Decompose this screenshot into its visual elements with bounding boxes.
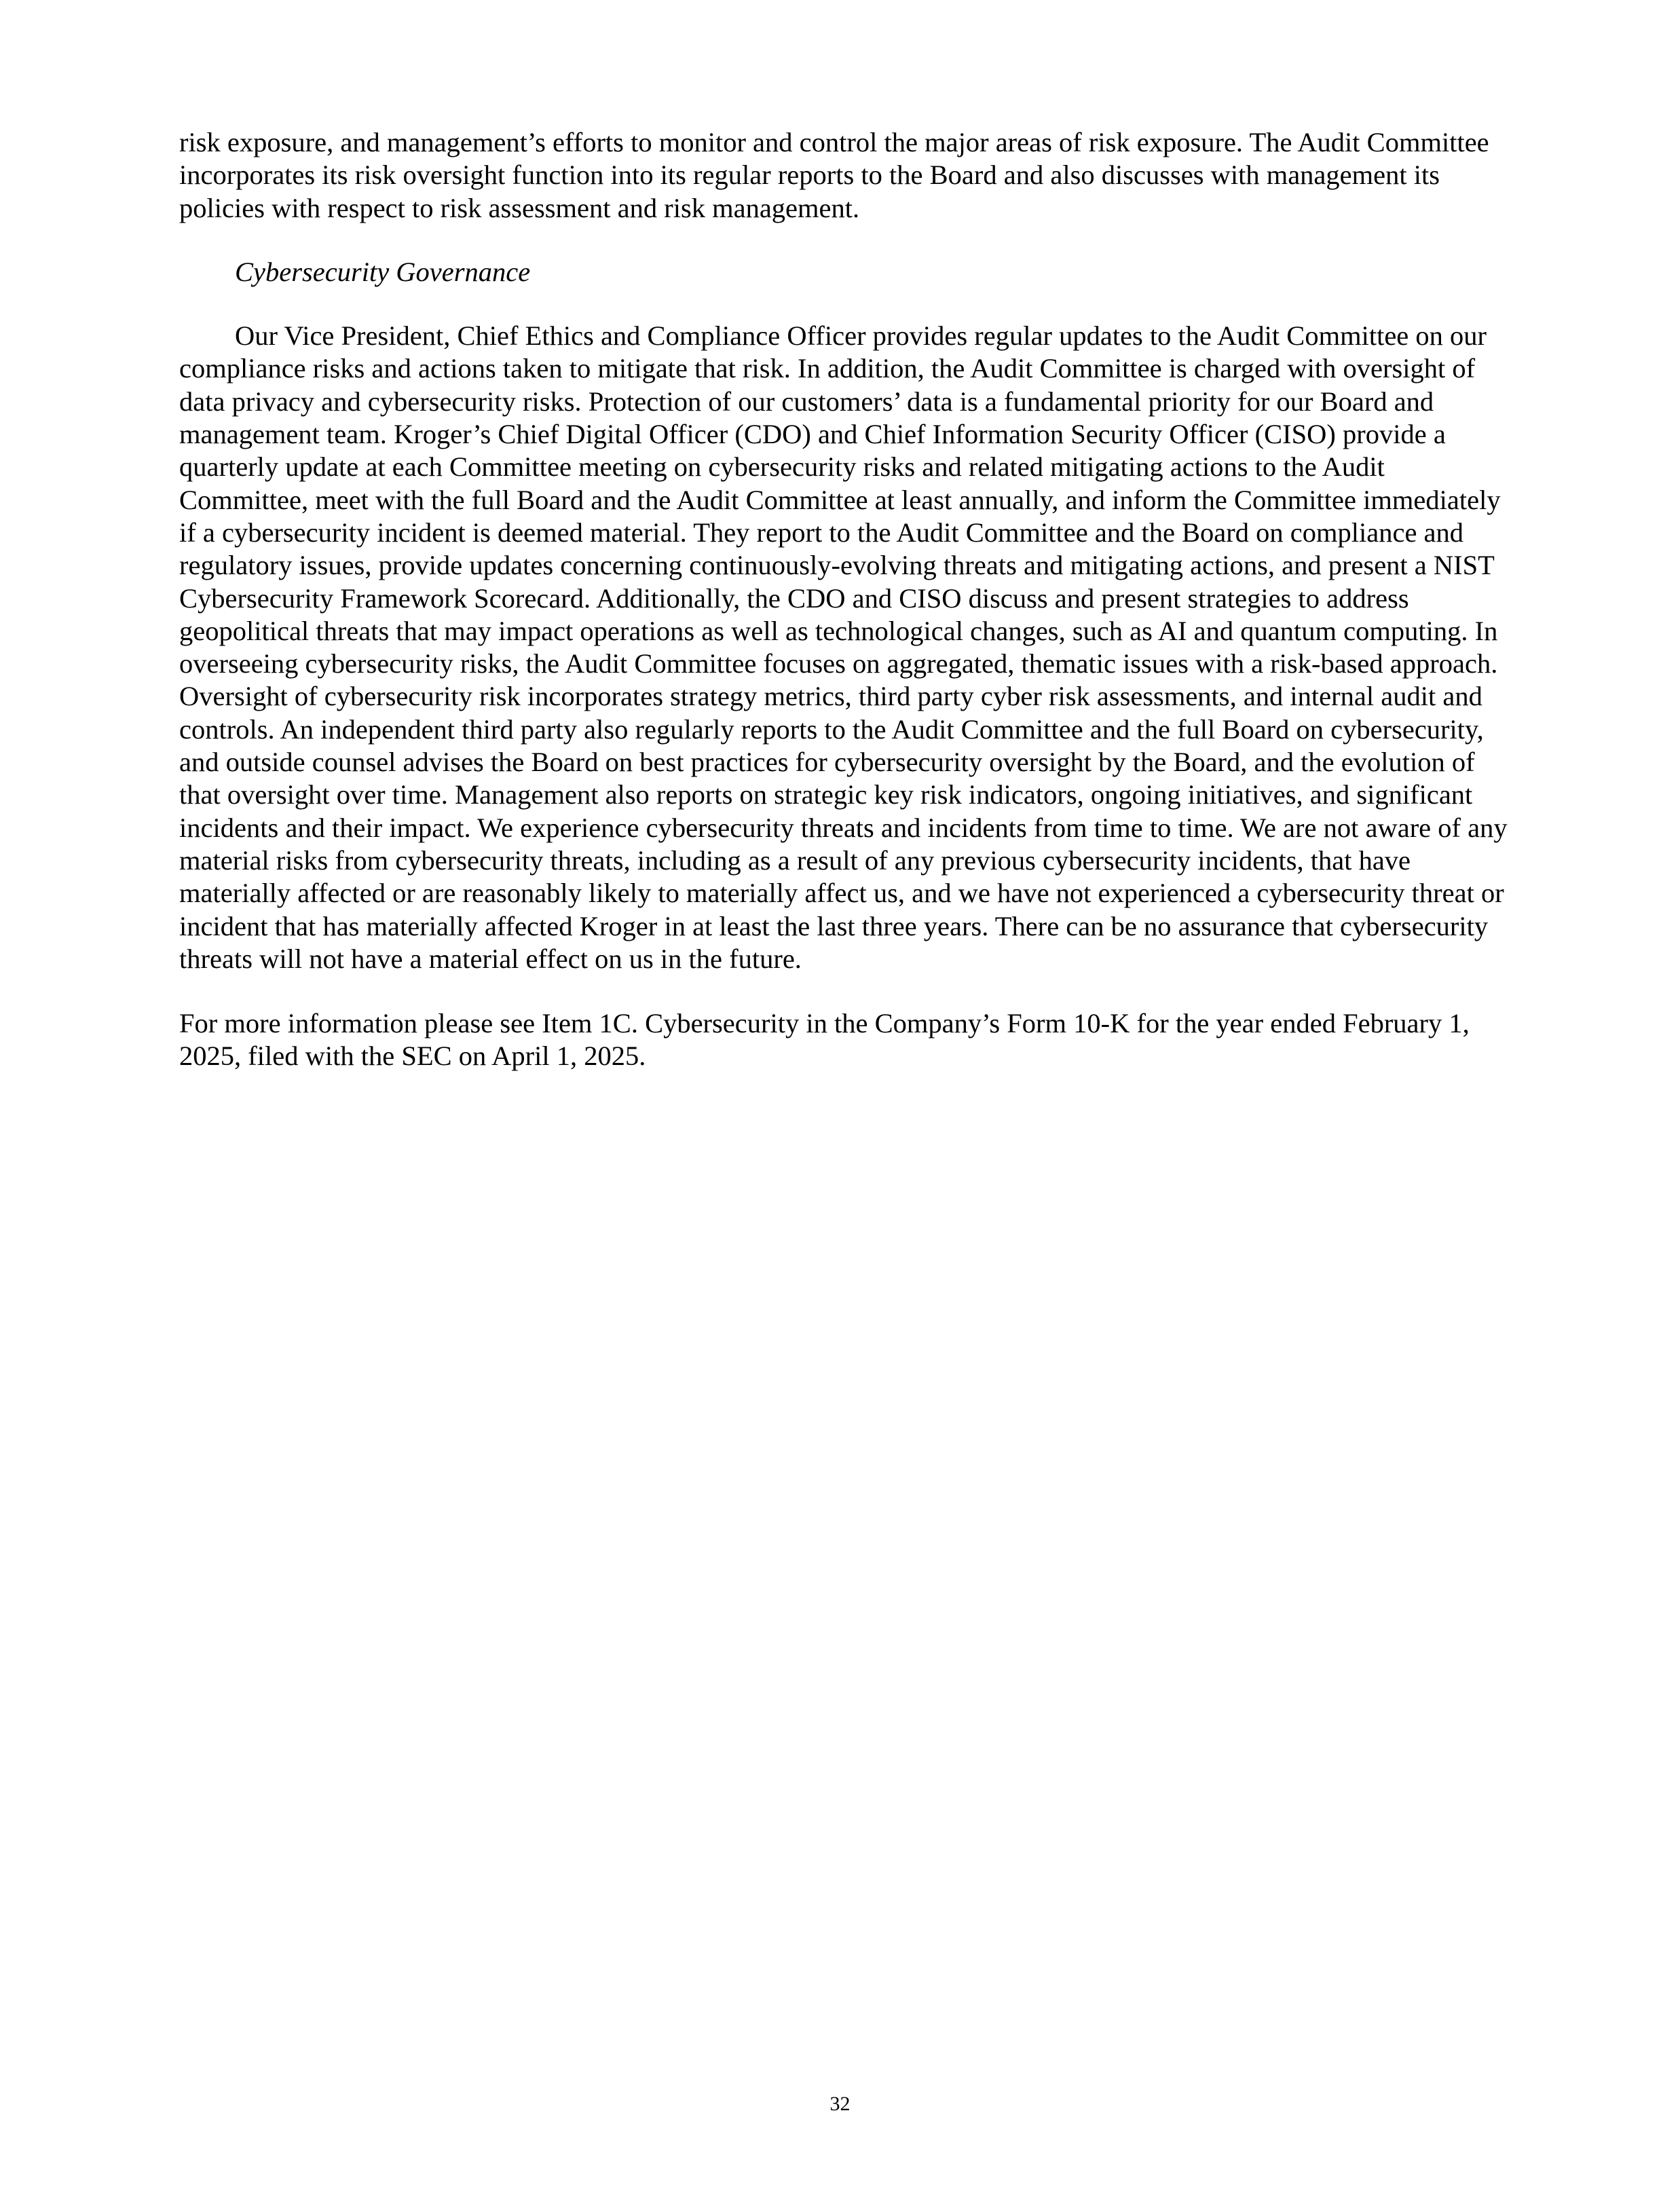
page-content — [179, 126, 1510, 1073]
section-subheading: Cybersecurity Governance — [235, 256, 531, 287]
closing-paragraph: For more information please see Item 1C. Cybersecurity in the Company’s Form 10-K for the year ended February 1, 2025, filed with the SEC on April 1, 2025. — [179, 1008, 1470, 1072]
page-number: 32 — [829, 2093, 851, 2115]
intro-paragraph: risk exposure, and management’s efforts to monitor and control the major areas of risk exposure. The Audit Committee incorporates its risk oversight function into its regular reports to the Board and also discusses with management its policies with respect to risk assessment and risk management. — [179, 127, 1489, 223]
cybersecurity-governance-paragraph: Our Vice President, Chief Ethics and Compliance Officer provides regular updates to the Audit Committee on our compliance risks and actions taken to mitigate that risk. In addition, the Audit Committee is charged with oversight of data privacy and cybersecurity risks. Protection of our customers’ data is a fundamental priority for our Board and management team. Kroger’s Chief Digital Officer (CDO) and Chief Information Security Officer (CISO) provide a quarterly update at each Committee meeting on cybersecurity risks and related mitigating actions to the Audit Committee, meet with the full Board and the Audit Committee at least annually, and inform the Committee immediately if a cybersecurity incident is deemed material. They report to the Audit Committee and the Board on compliance and regulatory issues, provide updates concerning continuously-evolving threats and mitigating actions, and present a NIST Cybersecurity Framework Scorecard. Additionally, the CDO and CISO discuss and present strategies to address geopolitical threats that may impact operations as well as technological changes, such as AI and quantum computing. In overseeing cybersecurity risks, the Audit Committee focuses on aggregated, thematic issues with a risk-based approach. Oversight of cybersecurity risk incorporates strategy metrics, third party cyber risk assessments, and internal audit and controls. An independent third party also regularly reports to the Audit Committee and the full Board on cybersecurity, and outside counsel advises the Board on best practices for cybersecurity oversight by the Board, and the evolution of that oversight over time. Management also reports on strategic key risk indicators, ongoing initiatives, and significant incidents and their impact. We experience cybersecurity threats and incidents from time to time. We are not aware of any material risks from cybersecurity threats, including as a result of any previous cybersecurity incidents, that have materially affected or are reasonably likely to materially affect us, and we have not experienced a cybersecurity threat or incident that has materially affected Kroger in at least the last three years. There can be no assurance that cybersecurity threats will not have a material effect on us in the future. — [179, 320, 1508, 974]
